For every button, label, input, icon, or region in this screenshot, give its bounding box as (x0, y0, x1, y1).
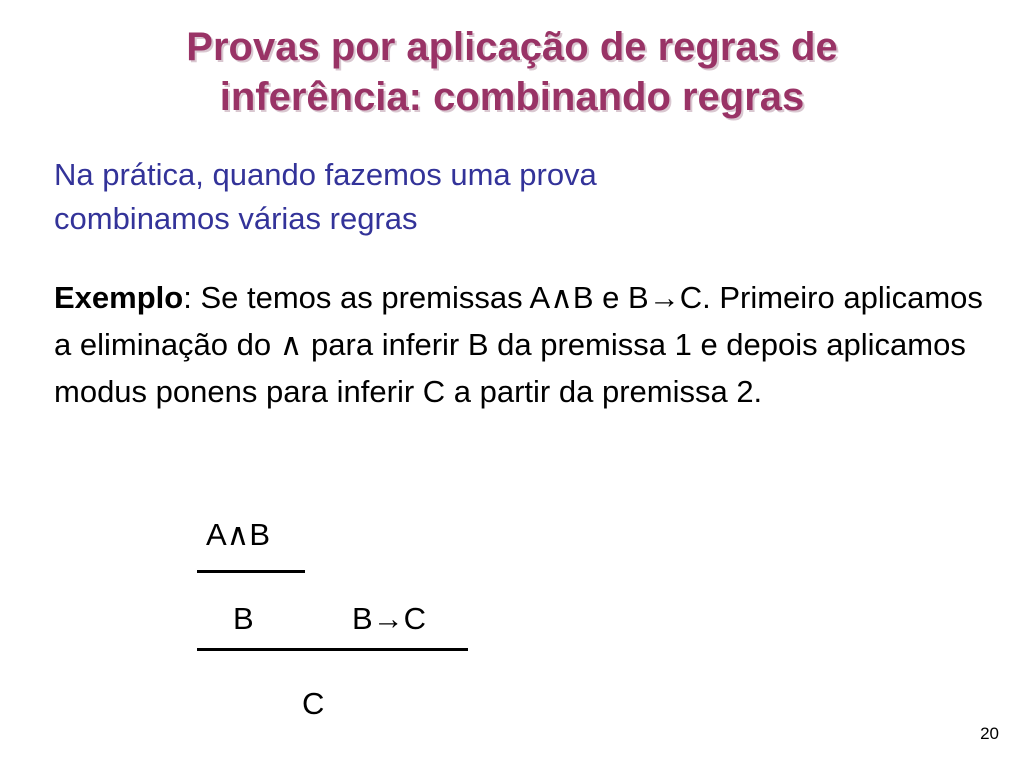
slide-title (0, 22, 1024, 122)
proof-premise-1: A∧B (206, 517, 271, 552)
proof-inference-line-2 (197, 648, 468, 651)
intro-line-2: combinamos várias regras (54, 201, 418, 236)
example-label: Exemplo (54, 280, 184, 315)
example-text: : Se temos as premissas A∧B e B→C. Primeiro aplicamos a eliminação do ∧ para inferir B da premissa 1 e depois aplicamos modus ponens para inferir C a partir da premissa 2. (54, 280, 983, 409)
intro-paragraph (54, 153, 814, 241)
proof-premise-2: B→C (352, 601, 427, 636)
proof-conclusion: C (302, 686, 325, 721)
title-line-2: inferência: combinando regras (219, 75, 805, 119)
intro-line-1: Na prática, quando fazemos uma prova (54, 157, 597, 192)
proof-inference-line-1 (197, 570, 305, 573)
title-line-1: Provas por aplicação de regras de (186, 25, 838, 69)
proof-step-1-result: B (233, 601, 254, 636)
page-number: 20 (980, 724, 999, 743)
example-paragraph (54, 274, 984, 415)
